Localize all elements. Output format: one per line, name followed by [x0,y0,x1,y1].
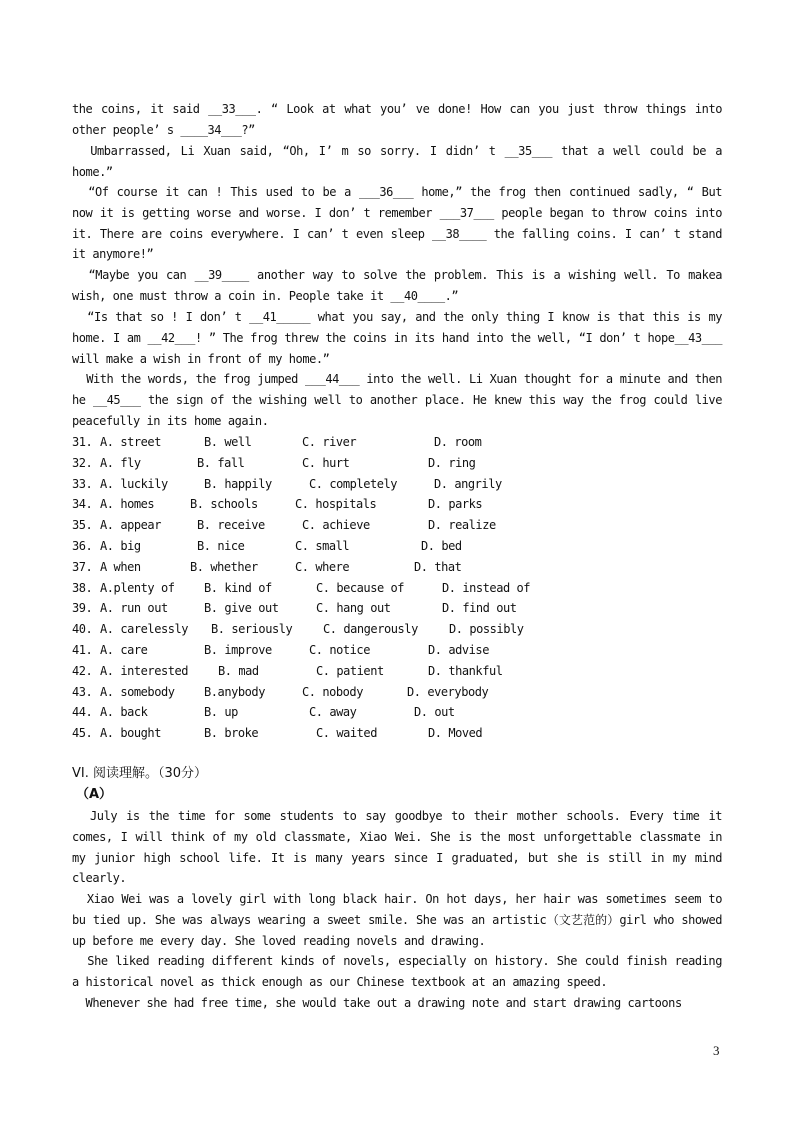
option-b: B. mad [218,663,259,678]
question-number: 35. [72,518,93,533]
option-c: C. achieve [302,518,370,533]
option-b: B. receive [197,518,265,533]
option-row-42 [72,661,722,682]
option-b: B. improve [204,642,272,657]
option-b: B. well [204,435,252,449]
option-c: C. dangerously [323,622,418,637]
option-c: C. waited [316,726,377,741]
option-row-41 [72,640,722,661]
option-c: C. where [295,559,350,574]
option-c: C. completely [309,476,398,491]
option-b: B. fall [197,455,245,470]
option-row-37 [72,557,722,578]
option-b: B. whether [190,559,258,574]
question-number: 33. [72,476,93,491]
option-d: D. out [414,705,455,720]
option-a: A. interested [100,663,189,678]
option-row-43 [72,682,722,703]
option-a: A. run out [100,601,168,616]
option-b: B. happily [204,476,272,491]
reading-paragraph-2: Xiao Wei was a lovely girl with long black hair. On hot days, her hair was sometimes seem to bu tied up. She was always wearing a sweet smile. She was an artistic（文艺范的）girl who showed up before me every day. She loved reading novels and drawing. [72,892,722,948]
option-c: C. hang out [316,601,391,616]
option-row-45 [72,723,722,744]
question-number: 41. [72,642,93,657]
option-d: D. possibly [449,622,524,637]
option-b: B. seriously [211,622,293,637]
option-d: D. find out [442,601,517,616]
question-number: 43. [72,684,93,699]
option-row-34 [72,494,722,515]
option-a: A. carelessly [100,622,189,637]
option-d: D. everybody [407,684,489,699]
option-row-31 [72,432,722,453]
option-row-33 [72,474,722,495]
option-row-35 [72,515,722,536]
option-d: D. ring [428,455,476,470]
reading-paragraph-3: She liked reading different kinds of novels, especially on history. She could finish reading a historical novel as thick enough as our Chinese textbook at an amazing speed. [72,954,722,989]
option-a: A.plenty of [100,580,175,595]
reading-paragraph-4: Whenever she had free time, she would take out a drawing note and start drawing cartoons [72,996,682,1010]
page-number: 3 [713,1043,720,1058]
option-c: C. away [309,705,357,720]
option-d: D. realize [428,518,496,533]
option-b: B. up [204,705,238,720]
question-number: 40. [72,622,93,637]
cloze-paragraph-6: With the words, the frog jumped ___44___ into the well. Li Xuan thought for a minute and then he __45___ the sign of the wishing well to another place. He knew this way the frog could live peacefully in its home again. [72,372,722,428]
option-b: B. kind of [204,580,272,595]
question-number: 32. [72,455,93,470]
option-b: B.anybody [204,684,265,699]
option-a: A. big [100,538,141,553]
option-d: D. thankful [428,663,503,678]
option-a: A. back [100,705,148,720]
option-a: A. care [100,642,148,657]
option-b: B. broke [204,726,259,741]
option-a: A. homes [100,497,155,512]
option-c: C. nobody [302,684,363,699]
option-d: D. parks [428,497,483,512]
option-d: D. room [434,435,482,449]
option-d: D. Moved [428,726,483,741]
question-number: 44. [72,705,93,720]
option-d: D. bed [421,538,462,553]
question-number: 31. [72,435,93,449]
question-number: 39. [72,601,93,616]
option-row-36 [72,536,722,557]
option-d: D. advise [428,642,489,657]
option-c: C. small [295,538,350,553]
option-b: B. schools [190,497,258,512]
option-a: A. appear [100,518,161,533]
option-a: A. fly [100,455,141,470]
option-a: A. somebody [100,684,175,699]
section-subtitle: （A） [76,787,113,802]
options-list [72,432,722,744]
option-b: B. give out [204,601,279,616]
option-c: C. river [302,435,357,449]
question-number: 45. [72,726,93,741]
cloze-paragraph-3: “Of course it can ! This used to be a ___36___ home,” the frog then continued sadly, “ But now it is getting worse and worse. I don’ t remember ___37___ people began to throw coins into it. There are coins everywhere. I can’ t even sleep __38____ the falling coins. I can’ t stand it anymore!” [72,185,722,262]
reading-paragraph-1: July is the time for some students to say goodbye to their mother schools. Every time it comes, I will think of my old classmate, Xiao Wei. She is the most unforgettable classmate in my junior high school life. It is many years since I graduated, but she is still in my mind clearly. [72,809,722,886]
question-number: 36. [72,538,93,553]
cloze-paragraph-2: Umbarrassed, Li Xuan said, “Oh, I’ m so sorry. I didn’ t __35___ that a well could be a home.” [72,144,722,179]
question-number: 42. [72,663,93,678]
option-d: D. instead of [442,580,531,595]
question-number: 38. [72,580,93,595]
option-c: C. because of [316,580,405,595]
option-c: C. hurt [302,455,350,470]
option-c: C. hospitals [295,497,377,512]
option-a: A. luckily [100,476,168,491]
option-row-39 [72,598,722,619]
option-b: B. nice [197,538,245,553]
option-d: D. that [414,559,462,574]
question-number: 37. [72,559,93,574]
cloze-paragraph-1: the coins, it said __33___. “ Look at what you’ ve done! How can you just throw things into other people’ s ____34___?” [72,102,722,137]
option-row-32 [72,453,722,474]
cloze-paragraph-4: “Maybe you can __39____ another way to solve the problem. This is a wishing well. To makea wish, one must throw a coin in. People take it __40____.” [72,268,722,303]
option-a: A. bought [100,726,161,741]
option-c: C. patient [316,663,384,678]
option-row-40 [72,619,722,640]
cloze-paragraph-5: “Is that so ! I don’ t __41_____ what you say, and the only thing I know is that this is my home. I am __42___! ” The frog threw the coins in its hand into the well, “I don’ t hope__43___ will make a wish in front of my home.” [72,310,722,366]
option-c: C. notice [309,642,370,657]
section-title: VI. 阅读理解。（30分） [72,766,208,781]
question-number: 34. [72,497,93,512]
option-a: A when [100,559,141,574]
option-d: D. angrily [434,476,502,491]
option-a: A. street [100,435,161,449]
option-row-44 [72,702,722,723]
option-row-38 [72,578,722,599]
